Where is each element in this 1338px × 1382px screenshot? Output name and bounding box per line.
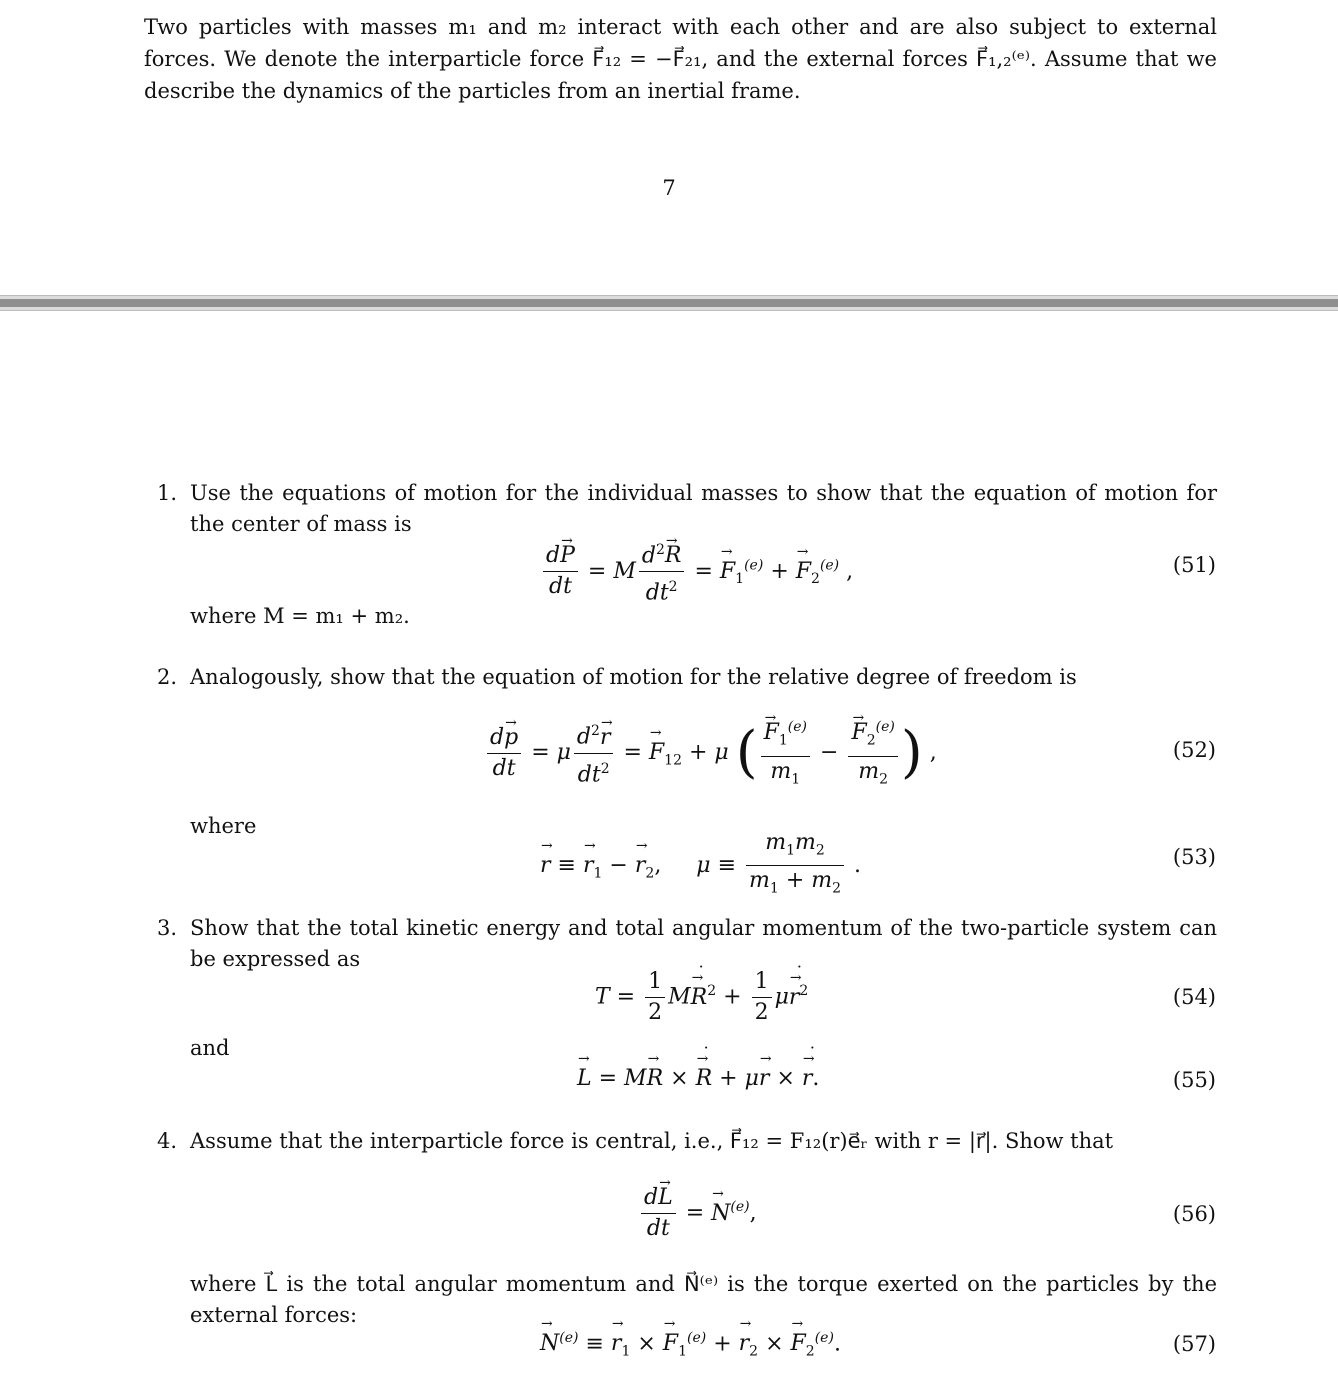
equation-54: T = $\frac{1}{2}$ M→ R ˙$^2$ + $\frac{1}{2}$ μ→ r ˙$^2$ bbox=[595, 967, 808, 1028]
label-and: and bbox=[190, 1036, 230, 1060]
intro-paragraph: Two particles with masses m₁ and m₂ interact with each other and are also subject to external forces. We denote the interparticle force F⃗₁₂ = −F⃗₂₁, and the external forces F⃗₁,₂⁽ᵉ⁾. Assume that we describe the dynamics of the particles from an inertial frame. bbox=[144, 15, 1217, 103]
equation-number: (54) bbox=[1172, 985, 1216, 1009]
equation-number: (56) bbox=[1172, 1202, 1216, 1226]
equation-number: (52) bbox=[1172, 738, 1216, 762]
page-separator bbox=[0, 295, 1338, 311]
equation-55: → L = M→ R × → R ˙ + μ→ r × → r ˙. bbox=[577, 1066, 819, 1091]
equation-51: $\frac{d\to P}{dt}$ = M $\frac{d^2\to R}{dt^2}$ = → $F_1^{(e)}$ + → $F_2^{(e)}$ , bbox=[540, 535, 853, 609]
item-text: Use the equations of motion for the individual masses to show that the equation of motion for the center of mass is bbox=[190, 481, 1217, 536]
equation-52: $\frac{d\to p}{dt}$ = μ $\frac{d^2\to r}{dt^2}$ = → $F_{12} + \mu$ ( → $\frac{F_1^{(e)}}{m_1}$ − → $\frac{F_2^{(e)}}{m_2}$ ) , bbox=[484, 712, 937, 794]
label-where: where bbox=[190, 814, 257, 838]
item-number: 3. bbox=[157, 916, 178, 940]
page-top bbox=[0, 0, 1338, 295]
label-where-m: where M = m₁ + m₂. bbox=[190, 604, 410, 628]
item-text: Show that the total kinetic energy and total angular momentum of the two-particle system can be expressed as bbox=[190, 916, 1217, 971]
equation-53: → r ≡ → $r_1$ − → $r_2$, μ ≡ $\frac{m_1m_2}{m_1 + m_2}$ . bbox=[540, 828, 861, 904]
equation-number: (53) bbox=[1172, 845, 1216, 869]
equation-number: (57) bbox=[1172, 1332, 1216, 1356]
item-number: 1. bbox=[157, 481, 178, 505]
item-text: Assume that the interparticle force is central, i.e., F⃗₁₂ = F₁₂(r)e⃗ᵣ with r = |r⃗|. Show that bbox=[190, 1129, 1114, 1153]
equation-57: → $N^{(e)}$ ≡ → $r_1$ × → $F_1^{(e)}$ + → $r_2$ × → $F_2^{(e)}$. bbox=[540, 1330, 841, 1360]
equation-56: $\frac{d\to L}{dt}$ = → $N^{(e)}$, bbox=[638, 1183, 757, 1244]
item-text: Analogously, show that the equation of motion for the relative degree of freedom is bbox=[190, 665, 1077, 689]
page-number: 7 bbox=[662, 176, 676, 200]
equation-number: (51) bbox=[1172, 553, 1216, 577]
label-where-l: where L⃗ is the total angular momentum and N⃗⁽ᵉ⁾ is the torque exerted on the particles by the external forces: bbox=[190, 1272, 1217, 1327]
item-number: 2. bbox=[157, 665, 178, 689]
item-number: 4. bbox=[157, 1129, 178, 1153]
equation-number: (55) bbox=[1172, 1068, 1216, 1092]
